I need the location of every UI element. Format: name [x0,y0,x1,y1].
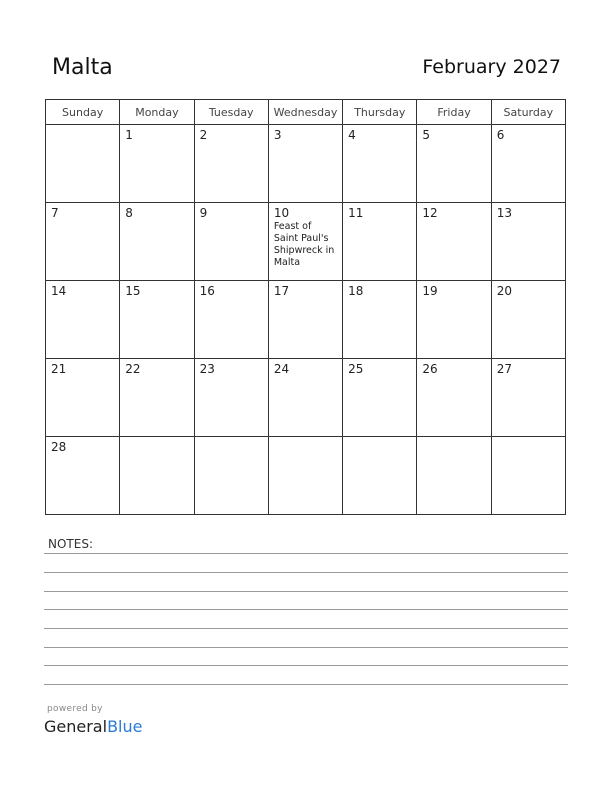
day-number: 21 [51,362,67,376]
week-row [46,125,566,203]
calendar-grid [45,99,566,515]
day-cell [46,125,120,203]
holiday-event: Feast of Saint Paul's Shipwreck in Malta [273,221,335,268]
day-number: 22 [125,362,141,376]
day-cell [120,203,194,281]
day-cell [343,203,417,281]
day-cell [417,281,491,359]
day-cell [194,281,268,359]
day-number: 18 [348,284,364,298]
day-cell [194,437,268,515]
week-row [46,359,566,437]
day-number: 5 [422,128,431,142]
day-number: 1 [125,128,133,142]
day-number: 15 [125,284,141,298]
day-cell [268,203,342,281]
logo-general: General [44,717,108,736]
powered-by-text: powered by [47,704,103,714]
day-number: 27 [496,362,512,376]
generalblue-logo [44,717,142,736]
day-number: 6 [496,128,505,142]
day-number: 7 [51,206,59,220]
day-number: 23 [199,362,215,376]
day-cell [417,359,491,437]
weekday-tuesday: Tuesday [194,100,268,125]
week-row [46,281,566,359]
day-cell [491,281,565,359]
day-cell [46,437,120,515]
day-number: 13 [496,206,512,220]
weekday-friday: Friday [417,100,491,125]
day-cell [417,437,491,515]
week-row [46,437,566,515]
day-number: 3 [273,128,282,142]
country-title: Malta [52,55,113,80]
day-cell [120,281,194,359]
day-cell [417,125,491,203]
weekday-wednesday: Wednesday [268,100,342,125]
day-cell [46,281,120,359]
day-cell [194,359,268,437]
day-cell [491,203,565,281]
month-year-title: February 2027 [422,56,561,78]
day-cell [417,203,491,281]
day-number: 14 [51,284,67,298]
day-number: 25 [348,362,364,376]
note-line [44,591,568,592]
day-number: 17 [273,284,290,298]
day-cell [194,125,268,203]
note-line [44,647,568,648]
day-number: 4 [348,128,356,142]
day-cell [120,359,194,437]
weekday-sunday: Sunday [46,100,120,125]
day-number: 19 [422,284,438,298]
day-cell [194,203,268,281]
note-line [44,572,568,573]
day-cell [343,281,417,359]
note-line [44,665,568,666]
day-number: 11 [348,206,364,220]
day-cell [268,125,342,203]
weekday-monday: Monday [120,100,194,125]
day-cell [268,281,342,359]
logo-blue: Blue [107,717,143,736]
note-line [44,609,568,610]
note-line [44,628,568,629]
day-cell [268,359,342,437]
day-number: 16 [199,284,215,298]
day-number: 12 [422,206,438,220]
week-row [46,203,566,281]
day-cell [120,125,194,203]
day-cell [491,125,565,203]
day-number: 26 [422,362,438,376]
day-cell [491,437,565,515]
note-line [44,684,568,685]
day-cell [46,203,120,281]
day-number: 20 [496,284,512,298]
day-cell [343,359,417,437]
day-cell [343,125,417,203]
day-cell [46,359,120,437]
notes-label: NOTES: [48,537,93,551]
day-number: 9 [199,206,208,220]
day-number: 2 [199,128,208,142]
weekday-saturday: Saturday [491,100,565,125]
day-number: 24 [273,362,290,376]
day-cell [120,437,194,515]
day-cell [491,359,565,437]
day-number: 10 [273,206,290,220]
day-number: 8 [125,206,133,220]
day-number: 28 [51,440,67,454]
note-line [44,553,568,554]
day-cell [343,437,417,515]
weekday-thursday: Thursday [343,100,417,125]
weekday-header-row [46,100,566,125]
day-cell [268,437,342,515]
